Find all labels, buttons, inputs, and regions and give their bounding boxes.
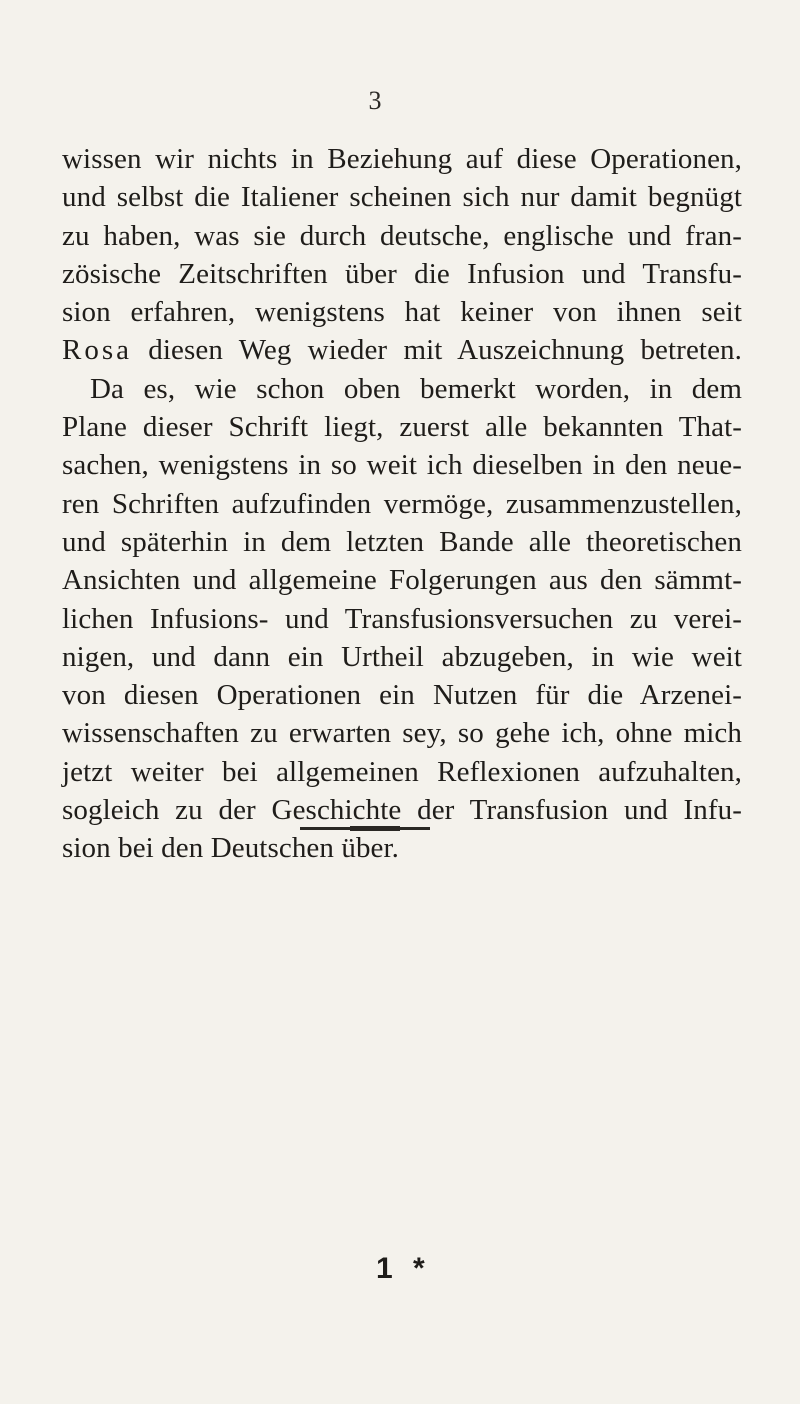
page-number: 3 <box>368 86 382 115</box>
text-line: wissen wir nichts in Beziehung auf diese Operationen, <box>62 143 742 175</box>
text-line: und selbst die Italiener scheinen sich nur damit begnügt <box>62 181 742 214</box>
body-text <box>62 140 742 868</box>
text-line-last: sion bei den Deutschen über. <box>62 832 400 865</box>
text-line: ren Schriften aufzufinden vermöge, zusammenzustellen, <box>62 487 742 520</box>
text-line: zösische Zeitschriften über die Infusion und Transfu- <box>62 257 742 290</box>
text-line-paragraph-start: Da es, wie schon oben bemerkt worden, in dem <box>90 372 742 405</box>
text-line: zu haben, was sie durch deutsche, englische und fran- <box>62 219 742 252</box>
text-line: jetzt weiter bei allgemeinen Reflexionen aufzuhalten, <box>62 755 742 788</box>
signature-mark: 1 * <box>376 1252 431 1285</box>
text-line: sion erfahren, wenigstens hat keiner von ihnen seit <box>62 296 742 329</box>
text-line-rest: diesen Weg wieder mit Auszeichnung betreten. <box>132 334 742 367</box>
text-line: sogleich zu der Geschichte der Transfusion und Infu- <box>62 794 742 827</box>
text-line: Plane dieser Schrift liegt, zuerst alle bekannten That- <box>62 411 742 444</box>
text-line: Ansichten und allgemeine Folgerungen aus den sämmt- <box>62 564 742 597</box>
emphasized-name: Rosa <box>62 334 132 367</box>
text-line: und späterhin in dem letzten Bande alle theoretischen <box>62 525 742 558</box>
text-line: sachen, wenigstens in so weit ich dieselben in den neue- <box>62 449 742 482</box>
text-line: von diesen Operationen ein Nutzen für die Arzenei- <box>62 679 742 712</box>
section-divider-center <box>350 826 400 831</box>
text-line <box>62 331 742 369</box>
text-line: nigen, und dann ein Urtheil abzugeben, in wie weit <box>62 640 742 673</box>
text-line: lichen Infusions- und Transfusionsversuchen zu verei- <box>62 602 742 635</box>
text-line: wissenschaften zu erwarten sey, so gehe ich, ohne mich <box>62 717 742 750</box>
